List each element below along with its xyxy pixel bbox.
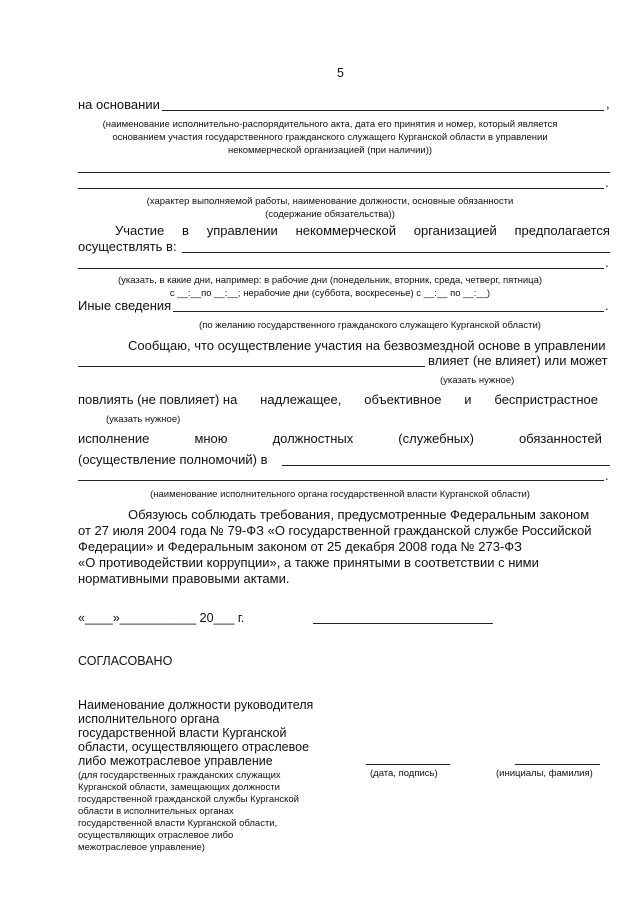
days-caption-1: (указать, в какие дни, например: в рабочие дни (понедельник, вторник, среда, четверг, пятница) bbox=[117, 275, 543, 286]
word: в bbox=[182, 223, 189, 238]
date-sign-line bbox=[366, 764, 450, 765]
basis-caption-2: основанием участия государственного гражданского служащего Курганской области в управлении bbox=[112, 132, 548, 143]
word: должностных bbox=[272, 431, 354, 446]
work-caption-2: (содержание обязательства)) bbox=[265, 209, 395, 220]
head-note-4: области в исполнительных органах bbox=[78, 806, 234, 817]
work-caption-1: (характер выполняемой работы, наименование должности, основные обязанности bbox=[146, 196, 514, 207]
powers-line-fill bbox=[282, 465, 610, 466]
participation-dot: . bbox=[605, 255, 609, 270]
basis-caption-1: (наименование исполнительно-распорядительного акта, дата его принятия и номер, который является bbox=[102, 119, 558, 130]
work-line-2 bbox=[78, 188, 604, 189]
report-line-2: влияет (не влияет) или может bbox=[428, 353, 608, 368]
basis-caption-3: некоммерческой организацией (при наличии)) bbox=[227, 145, 433, 156]
powers-dot: . bbox=[605, 468, 609, 483]
organ-caption: (наименование исполнительного органа государственной власти Курганской области) bbox=[150, 489, 530, 500]
oblige-line-4: «О противодействии коррупции», а также принятыми в соответствии с ними bbox=[78, 555, 539, 570]
affect-line bbox=[78, 392, 598, 407]
head-title-5: либо межотраслевое управление bbox=[78, 754, 273, 768]
word: Участие bbox=[115, 223, 165, 238]
oblige-line-1: Обязуюсь соблюдать требования, предусмотренные Федеральным законом bbox=[128, 507, 590, 522]
other-dot: . bbox=[605, 298, 609, 313]
days-caption-2: с __:__по __:__; нерабочие дни (суббота, воскресенье) с __:__ по __:__) bbox=[169, 288, 491, 299]
word: некоммерческой bbox=[295, 223, 396, 238]
head-title-3: государственной власти Курганской bbox=[78, 726, 287, 740]
specify-caption: (указать нужное) bbox=[440, 375, 515, 386]
report-line-1: Сообщаю, что осуществление участия на безвозмездной основе в управлении bbox=[128, 338, 606, 353]
head-title-4: области, осуществляющего отраслевое bbox=[78, 740, 310, 754]
head-title-1: Наименование должности руководителя bbox=[78, 698, 314, 712]
head-note-5: государственной власти Курганской области, bbox=[78, 818, 278, 829]
word: надлежащее, bbox=[260, 392, 342, 407]
oblige-line-2: от 27 июля 2004 года № 79-ФЗ «О государственной гражданской службе Российской bbox=[78, 523, 592, 538]
work-line-dot: . bbox=[605, 175, 609, 190]
name-line bbox=[515, 764, 600, 765]
word: управлении bbox=[206, 223, 278, 238]
basis-comma: , bbox=[606, 96, 610, 111]
participation-line-1 bbox=[115, 223, 610, 238]
participation-line-fill bbox=[182, 252, 610, 253]
powers-line-2 bbox=[78, 480, 604, 481]
agreed-label: СОГЛАСОВАНО bbox=[78, 654, 173, 668]
oblige-line-5: нормативными правовыми актами. bbox=[78, 571, 290, 586]
head-note-2: Курганской области, замещающих должности bbox=[78, 782, 280, 793]
head-title-2: исполнительного органа bbox=[78, 712, 220, 726]
sign-caption-name: (инициалы, фамилия) bbox=[496, 768, 593, 779]
page-number: 5 bbox=[337, 66, 344, 80]
sign-caption-date: (дата, подпись) bbox=[370, 768, 438, 779]
date-line: «____»___________ 20___ г. bbox=[78, 611, 245, 625]
basis-line bbox=[162, 110, 604, 111]
word: повлиять (не повлияет) на bbox=[78, 392, 238, 407]
word: организацией bbox=[413, 223, 497, 238]
basis-label: на основании bbox=[78, 97, 160, 112]
specify-caption-2: (указать нужное) bbox=[106, 414, 181, 425]
oblige-line-3: Федерации» и Федеральным законом от 25 декабря 2008 года № 273-ФЗ bbox=[78, 539, 522, 554]
other-label: Иные сведения bbox=[78, 298, 172, 313]
powers-line: (осуществление полномочий) в bbox=[78, 452, 268, 467]
head-note-6: осуществляющих отраслевое либо bbox=[78, 830, 234, 841]
other-caption: (по желанию государственного гражданского служащего Курганской области) bbox=[199, 320, 541, 331]
participation-line-3 bbox=[78, 268, 604, 269]
word: мною bbox=[194, 431, 228, 446]
head-note-1: (для государственных гражданских служащих bbox=[78, 770, 281, 781]
word: предполагается bbox=[514, 223, 610, 238]
word: обязанностей bbox=[518, 431, 602, 446]
word: и bbox=[464, 392, 472, 407]
signature-line bbox=[313, 623, 493, 624]
head-note-3: государственной гражданской службы Курганской bbox=[78, 794, 299, 805]
word: объективное bbox=[364, 392, 442, 407]
other-line bbox=[173, 311, 604, 312]
duty-line bbox=[78, 431, 602, 446]
report-line-fill bbox=[78, 366, 425, 367]
participation-line-2: осуществлять в: bbox=[78, 239, 177, 254]
word: беспристрастное bbox=[494, 392, 598, 407]
head-note-7: межотраслевое управление) bbox=[78, 842, 205, 853]
work-line-1 bbox=[78, 172, 610, 173]
word: исполнение bbox=[78, 431, 150, 446]
word: (служебных) bbox=[398, 431, 474, 446]
